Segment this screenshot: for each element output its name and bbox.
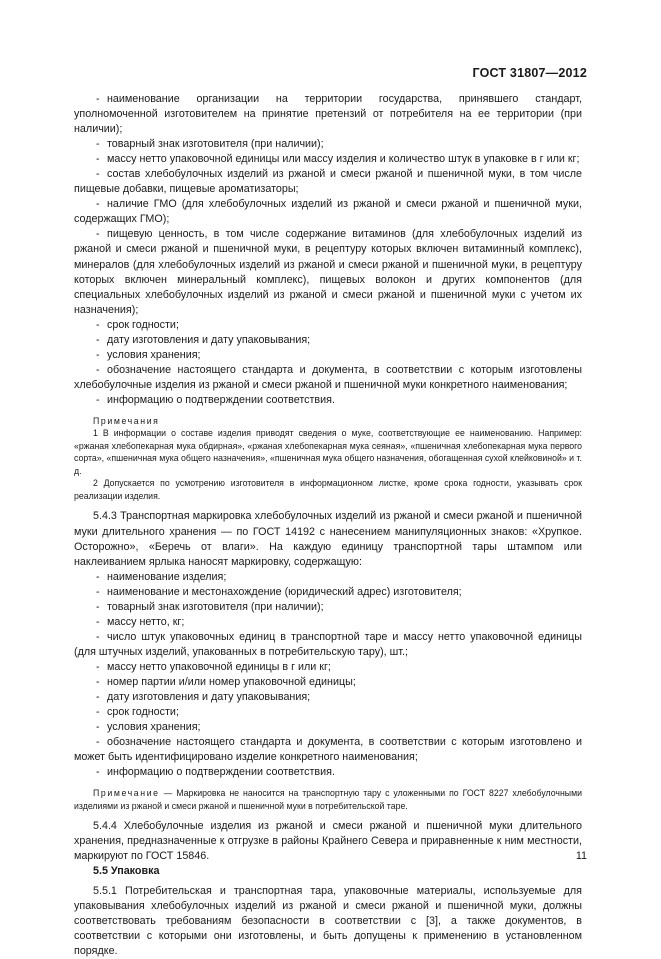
dash-marker: - [96, 153, 100, 166]
block-packaging [74, 884, 582, 959]
note-title: Примечание [93, 788, 160, 799]
notes-list [74, 427, 582, 502]
section-title: 5.5 Упаковка [93, 865, 160, 878]
dash-marker: - [96, 570, 100, 583]
list-item [74, 137, 582, 152]
notes-title: Примечания [93, 415, 160, 426]
dash-marker: - [96, 93, 100, 105]
dash-marker: - [96, 138, 100, 151]
note-item: 1 В информации о составе изделия приводят сведения о муке, соответствующие ее наименованию. Например: «ржаная хлебопекарная мука обдирная», «ржаная хлебопекарная мука сеяная», «пшеничная хлебопекарная мука первого сорта», «пшеничная мука общего назначения», «пшеничная мука общего назначения, обогащенная сухой клейковиной» и т. д. [74, 428, 582, 476]
list-item-text: массу нетто упаковочной единицы в г или кг; [107, 660, 331, 673]
block-north-marking [74, 819, 582, 864]
list-item-text: срок годности; [107, 706, 179, 719]
list-item [74, 615, 582, 630]
list-item [74, 167, 582, 197]
paragraph: 5.4.4 Хлебобулочные изделия из ржаной и смеси ржаной и пшеничной муки длительного хранения, предназначенные к отгрузке в районы Крайнего Севера и приравненные к ним местности, маркируют по ГОСТ 15846. [74, 820, 582, 863]
paragraph: 5.4.3 Транспортная маркировка хлебобулочных изделий из ржаной и смеси ржаной и пшеничной муки длительного хранения — по ГОСТ 14192 с нанесением манипуляционных знаков: «Хрупкое. Осторожно», «Беречь от влаги». На каждую единицу транспортной тары штампом или наклеиванием ярлыка наносят маркировку, содержащую: [74, 510, 582, 568]
list-item-text: срок годности; [107, 318, 179, 331]
dash-marker: - [96, 600, 100, 613]
list-item [74, 570, 582, 585]
dash-marker: - [96, 721, 100, 734]
list-item [74, 318, 582, 333]
note-item: 2 Допускается по усмотрению изготовителя в информационном листке, кроме срока годности, указывать срок реализации изделия. [74, 478, 582, 501]
list-item [74, 765, 582, 780]
list-item-text: массу нетто, кг; [107, 615, 185, 628]
dash-marker: - [96, 660, 100, 673]
list-item [74, 690, 582, 705]
list-item-text: товарный знак изготовителя (при наличии); [107, 138, 324, 151]
paragraph: 5.5.1 Потребительская и транспортная тара, упаковочные материалы, используемые для упаковывания хлебобулочных изделий из ржаной и смеси ржаной и пшеничной муки, должны соответствовать требованиям безопасности в соответствии с [3], а также документов, в соответствии с которыми они изготовлены, и быть допущены к применению в установленном порядке. [74, 884, 582, 957]
dash-marker: - [96, 691, 100, 704]
dash-marker: - [96, 736, 100, 749]
list-item-text: наименование изделия; [107, 570, 227, 583]
list-item [74, 600, 582, 615]
list-item [74, 393, 582, 408]
list-item-text: номер партии и/или номер упаковочной единицы; [107, 676, 356, 688]
list-item [74, 585, 582, 600]
dash-marker: - [96, 348, 100, 361]
document-body [74, 92, 582, 959]
list-item [74, 675, 582, 690]
list-item-text: дату изготовления и дату упаковывания; [107, 333, 311, 346]
list-item-text: наименование организации на территории государства, принявшего стандарт, уполномоченной изготовителем на принятие претензий от потребителя на ее территории (при наличии); [74, 93, 582, 136]
list-item [74, 197, 582, 227]
list-item-text: товарный знак изготовителя (при наличии); [107, 600, 324, 613]
block-transport-marking [74, 509, 582, 780]
list-item-text: условия хранения; [107, 721, 201, 734]
dash-marker: - [96, 676, 100, 688]
list-item-text: массу нетто упаковочной единицы или массу изделия и количество штук в упаковке в г или кг; [107, 153, 580, 166]
list-item-text: информацию о подтверждении соответствия. [107, 393, 335, 406]
list-item [74, 735, 582, 765]
list-item-text: дату изготовления и дату упаковывания; [107, 691, 311, 704]
list-item [74, 705, 582, 720]
list-item-text: пищевую ценность, в том числе содержание витаминов (для хлебобулочных изделий из ржаной и смеси ржаной и пшеничной муки, в рецептуру которых включен витаминный комплекс), минералов (для хлебобулочных изделий из ржаной и смеси ржаной и пшеничной муки, в рецептуру которых включен минеральный комплекс), пищевых волокон и других компонентов (для специальных хлебобулочных изделий из ржаной и смеси ржаной и пшеничной муки с учетом их назначения); [74, 228, 582, 316]
dash-marker: - [96, 228, 100, 241]
list-item-text: обозначение настоящего стандарта и документа, в соответствии с которым изготовлено и может быть идентифицировано изделие конкретного наименования; [74, 736, 582, 764]
list-item [74, 152, 582, 167]
list-item-text: число штук упаковочных единиц в транспортной таре и массу нетто упаковочной единицы (для штучных изделий, упакованных в потребительскую тару), шт.; [74, 630, 582, 658]
list-item-text: наличие ГМО (для хлебобулочных изделий из ржаной и смеси ржаной и пшеничной муки, содержащих ГМО); [74, 198, 582, 226]
page-number: 11 [575, 850, 587, 862]
list-item [74, 363, 582, 393]
note-text: — Маркировка не наносится на транспортную тару с уложенными по ГОСТ 8227 хлебобулочными изделиями из ржаной и смеси ржаной и пшеничной муки в потребительской таре. [74, 788, 582, 811]
list-item-text: состав хлебобулочных изделий из ржаной и смеси ржаной и пшеничной муки, в том числе пищевые добавки, пищевые ароматизаторы; [74, 168, 582, 196]
dash-marker: - [96, 198, 100, 211]
dash-marker: - [96, 630, 100, 643]
dash-marker: - [96, 706, 100, 719]
note-transport [74, 787, 582, 812]
list-item-text: обозначение настоящего стандарта и документа, в соответствии с которым изготовлены хлебобулочные изделия из ржаной и смеси ржаной и пшеничной муки конкретного наименования; [74, 363, 582, 391]
list-item-text: наименование и местонахождение (юридический адрес) изготовителя; [107, 585, 462, 598]
list-item [74, 227, 582, 317]
list-item-text: условия хранения; [107, 348, 201, 361]
dash-marker: - [96, 615, 100, 628]
list-item [74, 630, 582, 660]
standard-designation: ГОСТ 31807—2012 [472, 66, 587, 80]
dash-marker: - [96, 168, 100, 181]
block-labeling-items [74, 92, 582, 408]
dash-marker: - [96, 333, 100, 346]
dash-marker: - [96, 766, 100, 779]
list-item [74, 720, 582, 735]
notes-block [74, 415, 582, 503]
dash-marker: - [96, 393, 100, 406]
dash-marker: - [96, 363, 100, 376]
list-item [74, 333, 582, 348]
list-item [74, 92, 582, 137]
dash-marker: - [96, 585, 100, 598]
list-item-text: информацию о подтверждении соответствия. [107, 766, 335, 779]
list-item [74, 348, 582, 363]
list-item [74, 660, 582, 675]
dash-marker: - [96, 318, 100, 331]
